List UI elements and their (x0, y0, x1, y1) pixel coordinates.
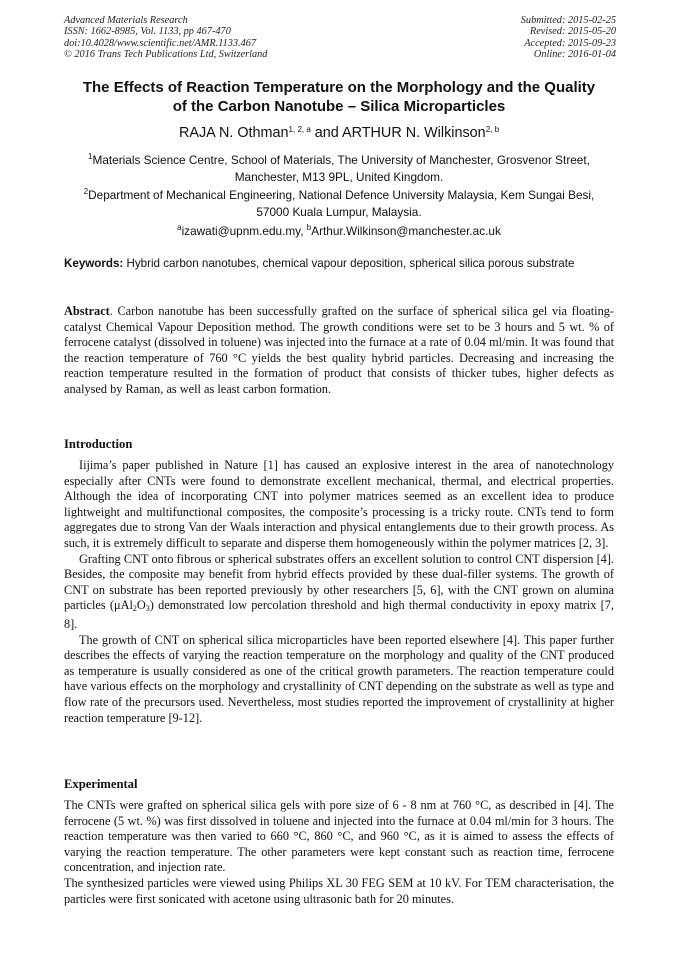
revised-date: Revised: 2015-05-20 (529, 26, 616, 38)
experimental-paragraph-1: The CNTs were grafted on spherical silica gels with pore size of 6 - 8 nm at 760 °C, as described in [4]. The ferrocene (5 wt. %) was first dissolved in toluene and injected into the furnace at 0.04 ml/min for 3 hours. The reaction temperature was then varied to 660 °C, 860 °C, and 960 °C, as it is aimed to assess the effects of varying the reaction temperature. The other parameters were kept constant such as reaction time, ferrocene concentration, and injection rate. (64, 798, 614, 875)
introduction-paragraph-1: Iijima’s paper published in Nature [1] has caused an explosive interest in the area of nanotechnology especially after CNTs were found to demonstrate excellent mechanical, thermal, and electrical properties. Although the idea of incorporating CNT into polymer matrices seemed as an excellent idea to produce lightweight and multifunctional composites, the composite’s processing is a tricky route. CNTs tend to form aggregates due to strong Van der Waals interaction and physical entanglements due to their growth process. As such, it is extremely difficult to separate and disperse them homogeneously within the polymer matrices [2, 3]. (64, 458, 614, 550)
affiliation-1-line-2: Manchester, M13 9PL, United Kingdom. (234, 169, 444, 184)
experimental-paragraph-2: The synthesized particles were viewed using Philips XL 30 FEG SEM at 10 kV. For TEM characterisation, the particles were first sonicated with acetone using ultrasonic bath for 20 minutes. (64, 875, 614, 906)
dates-header (521, 15, 616, 61)
author-2: ARTHUR N. Wilkinson (342, 125, 486, 141)
introduction-paragraph-2 (64, 552, 614, 633)
abstract-text: . Carbon nanotube has been successfully grafted on the surface of spherical silica gel via floating-catalyst Chemical Vapour Deposition method. The growth conditions were set to be 3 hours and 5 wt. % of ferrocene catalyst (dissolved in toluene) was injected into the furnace at a rate of 0.04 ml/min. It was found that the reaction temperature of 760 °C yields the best quality hybrid particles. Decreasing and increasing the reaction temperature resulted in the formation of product that consists of thicker tubes, higher defects as analysed by Raman, as well as least carbon formation. (64, 304, 614, 396)
affiliation-1-num: 1 (88, 152, 93, 161)
email-a-sup: a (177, 223, 182, 232)
experimental-body (64, 798, 614, 907)
issn: ISSN: 1662-8985, Vol. 1133, pp 467-470 (64, 26, 231, 38)
author-emails (40, 220, 638, 239)
affiliation-2 (62, 184, 616, 220)
keywords (64, 256, 614, 272)
keywords-text: Hybrid carbon nanotubes, chemical vapour deposition, spherical silica porous substrate (123, 257, 575, 270)
keywords-label: Keywords: (64, 257, 124, 270)
journal-name: Advanced Materials Research (64, 15, 188, 26)
online-date: Online: 2016-01-04 (533, 49, 616, 61)
affiliation-1-line-1: Materials Science Centre, School of Materials, The University of Manchester, Grosvenor Street, (92, 153, 590, 167)
author-2-sup: 2, b (485, 125, 500, 134)
submitted-date: Submitted: 2015-02-25 (520, 15, 616, 26)
intro-p2-part-b: O (136, 598, 146, 613)
intro-p2-part-a: Grafting CNT onto fibrous or spherical substrates offers an excellent solution to control CNT dispersion [4]. Besides, the composite may benefit from hybrid effects provided by these dual-filler systems. The growth of CNT on substrate has been reported previously by other researchers [5, 6], with the CNT grown on alumina particles (μAl (64, 551, 614, 613)
abstract (64, 304, 614, 398)
email-b[interactable]: Arthur.Wilkinson@manchester.ac.uk (311, 224, 501, 238)
paper-title (40, 79, 638, 116)
authors (40, 121, 638, 142)
author-joiner: and (310, 125, 343, 141)
author-1: RAJA N. Othman (178, 125, 289, 141)
abstract-label: Abstract (64, 304, 110, 318)
affiliation-2-num: 2 (83, 187, 89, 196)
title-line-2: of the Carbon Nanotube – Silica Microparticles (172, 97, 506, 115)
affiliation-2-line-2: 57000 Kuala Lumpur, Malaysia. (256, 204, 422, 219)
journal-header (64, 15, 267, 61)
intro-p2-sub-2: 3 (145, 604, 150, 614)
affiliation-2-line-1: Department of Mechanical Engineering, National Defence University Malaysia, Kem Sungai Besi, (88, 188, 595, 202)
introduction-paragraph-3: The growth of CNT on spherical silica microparticles have been reported elsewhere [4]. This paper further describes the effects of varying the reaction temperature on the morphology and quality of the CNT produced as temperature is usually considered as one of the critical growth parameters. The reaction temperature could have various effects on the morphology and crystallinity of CNT depending on the substrate as well as type and flow rate of the precursors used. Nevertheless, most studies reported the improvement of crystallinity at higher reaction temperature [9-12]. (64, 632, 614, 725)
title-line-1: The Effects of Reaction Temperature on the Morphology and the Quality (82, 79, 596, 96)
intro-p2-part-c: ) demonstrated low percolation threshold and high thermal conductivity in epoxy matrix [7, 8]. (64, 598, 615, 631)
introduction-body (64, 458, 614, 726)
introduction-heading: Introduction (64, 437, 133, 451)
email-b-sup: b (306, 223, 312, 232)
accepted-date: Accepted: 2015-09-23 (524, 37, 616, 49)
email-a[interactable]: izawati@upnm.edu.my, (181, 224, 307, 238)
experimental-heading: Experimental (64, 777, 138, 791)
affiliation-1 (62, 149, 616, 185)
doi: doi:10.4028/www.scientific.net/AMR.1133.467 (64, 37, 257, 49)
author-1-sup: 1, 2, a (288, 125, 311, 134)
copyright: © 2016 Trans Tech Publications Ltd, Switzerland (64, 49, 268, 61)
intro-p2-sub-1: 2 (132, 604, 137, 614)
